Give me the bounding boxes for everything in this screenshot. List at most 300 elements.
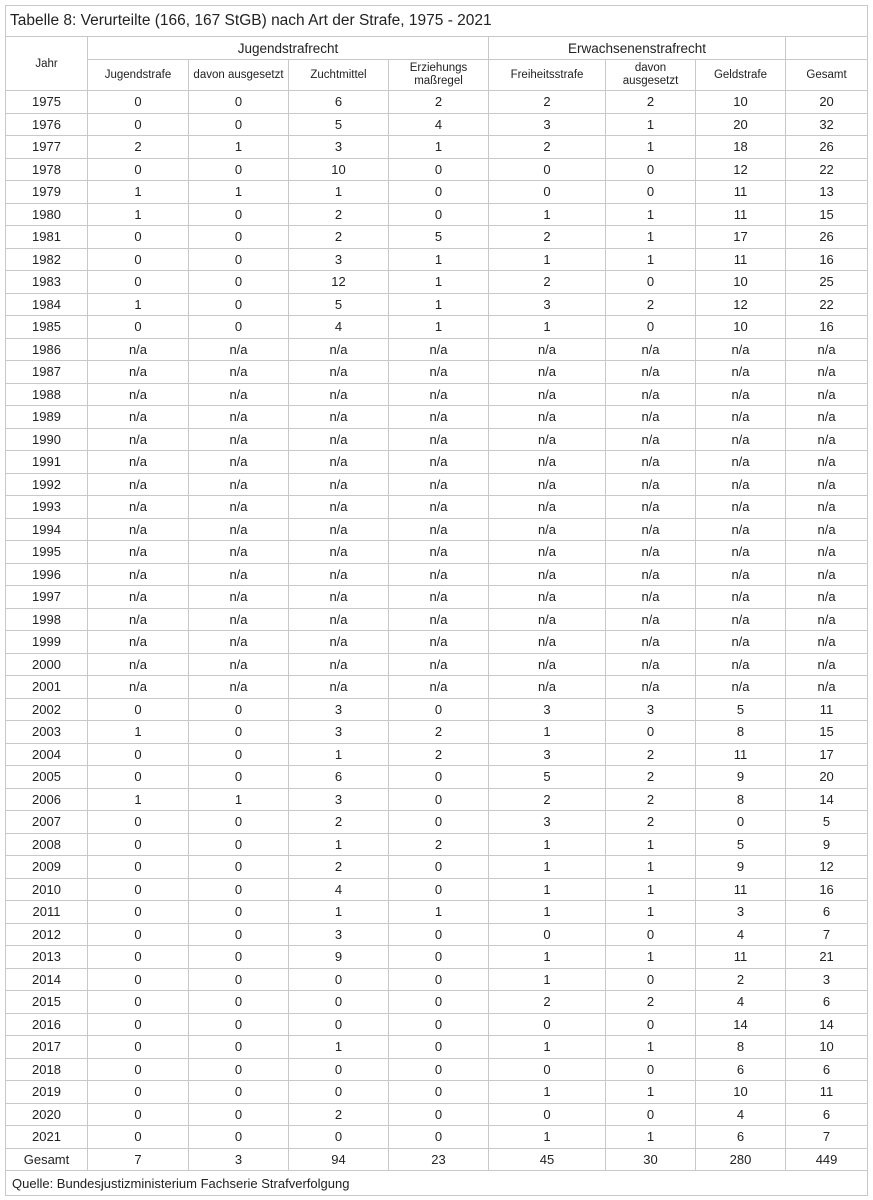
value-cell: 0 bbox=[389, 788, 489, 811]
year-cell: 1988 bbox=[6, 383, 88, 406]
value-cell: 1 bbox=[389, 248, 489, 271]
value-cell: n/a bbox=[696, 473, 786, 496]
year-cell: 1986 bbox=[6, 338, 88, 361]
value-cell: 10 bbox=[696, 271, 786, 294]
value-cell: 0 bbox=[88, 1103, 189, 1126]
value-cell: 14 bbox=[696, 1013, 786, 1036]
value-cell: 0 bbox=[88, 901, 189, 924]
value-cell: 0 bbox=[88, 833, 189, 856]
year-cell: 1990 bbox=[6, 428, 88, 451]
value-cell: n/a bbox=[189, 451, 289, 474]
value-cell: 2 bbox=[606, 991, 696, 1014]
value-cell: n/a bbox=[489, 383, 606, 406]
value-cell: 0 bbox=[389, 203, 489, 226]
value-cell: n/a bbox=[88, 406, 189, 429]
value-cell: n/a bbox=[189, 563, 289, 586]
value-cell: 3 bbox=[606, 698, 696, 721]
year-cell: 2020 bbox=[6, 1103, 88, 1126]
value-cell: 9 bbox=[289, 946, 389, 969]
value-cell: 0 bbox=[88, 991, 189, 1014]
value-cell: 5 bbox=[696, 833, 786, 856]
value-cell: 2 bbox=[606, 293, 696, 316]
value-cell: 0 bbox=[389, 1036, 489, 1059]
value-cell: 1 bbox=[606, 1036, 696, 1059]
value-cell: 0 bbox=[88, 113, 189, 136]
value-cell: 9 bbox=[696, 766, 786, 789]
value-cell: 0 bbox=[289, 1058, 389, 1081]
value-cell: 16 bbox=[786, 316, 868, 339]
value-cell: 20 bbox=[786, 91, 868, 114]
group-header-youth: Jugendstrafrecht bbox=[88, 37, 489, 60]
value-cell: n/a bbox=[696, 541, 786, 564]
value-cell: 0 bbox=[88, 878, 189, 901]
value-cell: 21 bbox=[786, 946, 868, 969]
value-cell: 0 bbox=[189, 1013, 289, 1036]
value-cell: 0 bbox=[88, 91, 189, 114]
value-cell: 0 bbox=[88, 923, 189, 946]
value-cell: 0 bbox=[389, 766, 489, 789]
value-cell: 22 bbox=[786, 293, 868, 316]
value-cell: n/a bbox=[696, 631, 786, 654]
table-row bbox=[6, 833, 868, 856]
value-cell: 10 bbox=[696, 316, 786, 339]
value-cell: 2 bbox=[489, 271, 606, 294]
value-cell: 0 bbox=[696, 811, 786, 834]
table-row bbox=[6, 563, 868, 586]
value-cell: 1 bbox=[88, 181, 189, 204]
value-cell: n/a bbox=[606, 518, 696, 541]
table-row bbox=[6, 1058, 868, 1081]
total-cell: 30 bbox=[606, 1148, 696, 1171]
table-row bbox=[6, 158, 868, 181]
value-cell: 0 bbox=[88, 946, 189, 969]
table-row bbox=[6, 361, 868, 384]
value-cell: 0 bbox=[189, 721, 289, 744]
table-row bbox=[6, 541, 868, 564]
value-cell: n/a bbox=[389, 518, 489, 541]
value-cell: 0 bbox=[606, 1103, 696, 1126]
value-cell: 1 bbox=[189, 181, 289, 204]
value-cell: n/a bbox=[606, 338, 696, 361]
value-cell: 3 bbox=[289, 788, 389, 811]
table-row bbox=[6, 136, 868, 159]
value-cell: n/a bbox=[606, 653, 696, 676]
value-cell: n/a bbox=[389, 406, 489, 429]
value-cell: n/a bbox=[88, 338, 189, 361]
value-cell: 1 bbox=[289, 1036, 389, 1059]
value-cell: n/a bbox=[489, 586, 606, 609]
value-cell: 0 bbox=[389, 856, 489, 879]
value-cell: 0 bbox=[189, 248, 289, 271]
value-cell: n/a bbox=[189, 541, 289, 564]
year-cell: 2019 bbox=[6, 1081, 88, 1104]
value-cell: n/a bbox=[289, 541, 389, 564]
value-cell: 0 bbox=[88, 743, 189, 766]
value-cell: 0 bbox=[289, 991, 389, 1014]
value-cell: n/a bbox=[606, 631, 696, 654]
year-cell: 2005 bbox=[6, 766, 88, 789]
value-cell: 0 bbox=[289, 1081, 389, 1104]
value-cell: 5 bbox=[786, 811, 868, 834]
year-cell: 1997 bbox=[6, 586, 88, 609]
value-cell: 0 bbox=[189, 271, 289, 294]
value-cell: 0 bbox=[189, 968, 289, 991]
value-cell: 0 bbox=[88, 1013, 189, 1036]
value-cell: n/a bbox=[189, 338, 289, 361]
table-row bbox=[6, 698, 868, 721]
table-row bbox=[6, 856, 868, 879]
value-cell: n/a bbox=[606, 608, 696, 631]
value-cell: 9 bbox=[696, 856, 786, 879]
value-cell: 2 bbox=[88, 136, 189, 159]
value-cell: n/a bbox=[88, 608, 189, 631]
table-row bbox=[6, 338, 868, 361]
value-cell: 12 bbox=[289, 271, 389, 294]
value-cell: n/a bbox=[189, 473, 289, 496]
value-cell: n/a bbox=[786, 338, 868, 361]
value-cell: n/a bbox=[389, 541, 489, 564]
value-cell: 0 bbox=[189, 856, 289, 879]
value-cell: 1 bbox=[606, 1126, 696, 1149]
table-row bbox=[6, 676, 868, 699]
value-cell: 8 bbox=[696, 788, 786, 811]
value-cell: 26 bbox=[786, 136, 868, 159]
value-cell: 1 bbox=[189, 136, 289, 159]
year-cell: 1994 bbox=[6, 518, 88, 541]
value-cell: 3 bbox=[489, 113, 606, 136]
value-cell: 0 bbox=[88, 856, 189, 879]
value-cell: 1 bbox=[489, 833, 606, 856]
year-cell: 1981 bbox=[6, 226, 88, 249]
value-cell: 0 bbox=[389, 1103, 489, 1126]
header-zuchtmittel: Zuchtmittel bbox=[289, 60, 389, 91]
value-cell: n/a bbox=[606, 586, 696, 609]
value-cell: n/a bbox=[189, 361, 289, 384]
group-header-empty bbox=[786, 37, 868, 60]
value-cell: 0 bbox=[189, 226, 289, 249]
value-cell: 20 bbox=[786, 766, 868, 789]
value-cell: 2 bbox=[389, 833, 489, 856]
value-cell: 13 bbox=[786, 181, 868, 204]
year-cell: 1984 bbox=[6, 293, 88, 316]
value-cell: n/a bbox=[389, 653, 489, 676]
value-cell: 4 bbox=[289, 316, 389, 339]
value-cell: n/a bbox=[289, 631, 389, 654]
year-cell: 2000 bbox=[6, 653, 88, 676]
value-cell: 3 bbox=[489, 811, 606, 834]
table-row bbox=[6, 766, 868, 789]
value-cell: n/a bbox=[389, 496, 489, 519]
table-row bbox=[6, 1103, 868, 1126]
table-row bbox=[6, 901, 868, 924]
value-cell: 9 bbox=[786, 833, 868, 856]
value-cell: 1 bbox=[289, 181, 389, 204]
value-cell: 0 bbox=[189, 91, 289, 114]
value-cell: n/a bbox=[696, 406, 786, 429]
value-cell: n/a bbox=[289, 361, 389, 384]
value-cell: 0 bbox=[189, 1058, 289, 1081]
value-cell: n/a bbox=[389, 608, 489, 631]
value-cell: n/a bbox=[389, 451, 489, 474]
value-cell: 3 bbox=[289, 248, 389, 271]
value-cell: 0 bbox=[189, 901, 289, 924]
value-cell: 11 bbox=[696, 203, 786, 226]
value-cell: n/a bbox=[786, 563, 868, 586]
value-cell: 2 bbox=[289, 203, 389, 226]
table-row bbox=[6, 248, 868, 271]
value-cell: 1 bbox=[606, 226, 696, 249]
value-cell: 1 bbox=[389, 316, 489, 339]
year-cell: 1998 bbox=[6, 608, 88, 631]
year-cell: 2017 bbox=[6, 1036, 88, 1059]
total-cell: 280 bbox=[696, 1148, 786, 1171]
value-cell: n/a bbox=[289, 451, 389, 474]
value-cell: n/a bbox=[696, 608, 786, 631]
value-cell: 2 bbox=[696, 968, 786, 991]
value-cell: 0 bbox=[289, 968, 389, 991]
value-cell: n/a bbox=[88, 496, 189, 519]
value-cell: 0 bbox=[289, 1126, 389, 1149]
year-cell: 1993 bbox=[6, 496, 88, 519]
table-row bbox=[6, 383, 868, 406]
value-cell: n/a bbox=[88, 451, 189, 474]
table-row bbox=[6, 451, 868, 474]
value-cell: 3 bbox=[696, 901, 786, 924]
value-cell: 2 bbox=[389, 91, 489, 114]
value-cell: 1 bbox=[489, 316, 606, 339]
value-cell: 2 bbox=[289, 226, 389, 249]
table-row bbox=[6, 271, 868, 294]
value-cell: 3 bbox=[489, 293, 606, 316]
total-cell: 23 bbox=[389, 1148, 489, 1171]
value-cell: n/a bbox=[389, 676, 489, 699]
value-cell: 1 bbox=[489, 878, 606, 901]
value-cell: 3 bbox=[289, 136, 389, 159]
value-cell: 0 bbox=[88, 271, 189, 294]
value-cell: 0 bbox=[189, 316, 289, 339]
value-cell: 22 bbox=[786, 158, 868, 181]
value-cell: 0 bbox=[489, 1013, 606, 1036]
table-row bbox=[6, 406, 868, 429]
value-cell: 1 bbox=[389, 271, 489, 294]
table-row bbox=[6, 923, 868, 946]
value-cell: n/a bbox=[389, 586, 489, 609]
year-cell: 1985 bbox=[6, 316, 88, 339]
value-cell: 0 bbox=[189, 1081, 289, 1104]
value-cell: 1 bbox=[389, 901, 489, 924]
value-cell: 1 bbox=[606, 833, 696, 856]
value-cell: 1 bbox=[189, 788, 289, 811]
value-cell: 2 bbox=[606, 811, 696, 834]
value-cell: 0 bbox=[189, 991, 289, 1014]
year-cell: 1987 bbox=[6, 361, 88, 384]
value-cell: 0 bbox=[606, 316, 696, 339]
year-cell: 1999 bbox=[6, 631, 88, 654]
value-cell: 3 bbox=[289, 698, 389, 721]
value-cell: 11 bbox=[696, 946, 786, 969]
total-cell: 7 bbox=[88, 1148, 189, 1171]
header-gesamt: Gesamt bbox=[786, 60, 868, 91]
total-row bbox=[6, 1148, 868, 1171]
value-cell: n/a bbox=[389, 361, 489, 384]
value-cell: 11 bbox=[696, 248, 786, 271]
value-cell: 0 bbox=[189, 811, 289, 834]
year-cell: 1983 bbox=[6, 271, 88, 294]
value-cell: n/a bbox=[786, 631, 868, 654]
value-cell: 0 bbox=[489, 181, 606, 204]
value-cell: 0 bbox=[189, 293, 289, 316]
table-row bbox=[6, 653, 868, 676]
year-cell: 1979 bbox=[6, 181, 88, 204]
value-cell: 0 bbox=[88, 158, 189, 181]
header-year: Jahr bbox=[6, 37, 88, 91]
value-cell: 0 bbox=[189, 833, 289, 856]
value-cell: 8 bbox=[696, 1036, 786, 1059]
table-row bbox=[6, 293, 868, 316]
value-cell: n/a bbox=[189, 631, 289, 654]
value-cell: 6 bbox=[696, 1058, 786, 1081]
value-cell: 1 bbox=[489, 1081, 606, 1104]
value-cell: 3 bbox=[489, 743, 606, 766]
value-cell: n/a bbox=[88, 428, 189, 451]
value-cell: n/a bbox=[489, 631, 606, 654]
value-cell: 4 bbox=[696, 991, 786, 1014]
value-cell: 1 bbox=[489, 946, 606, 969]
value-cell: 6 bbox=[786, 901, 868, 924]
table-row bbox=[6, 316, 868, 339]
total-cell: 45 bbox=[489, 1148, 606, 1171]
value-cell: 0 bbox=[88, 1036, 189, 1059]
value-cell: 2 bbox=[289, 811, 389, 834]
table-row bbox=[6, 473, 868, 496]
value-cell: n/a bbox=[289, 496, 389, 519]
group-header-adult: Erwachsenenstrafrecht bbox=[489, 37, 786, 60]
year-cell: 1978 bbox=[6, 158, 88, 181]
year-cell: 1976 bbox=[6, 113, 88, 136]
value-cell: 0 bbox=[489, 158, 606, 181]
value-cell: n/a bbox=[289, 406, 389, 429]
value-cell: 11 bbox=[696, 878, 786, 901]
value-cell: n/a bbox=[786, 541, 868, 564]
value-cell: n/a bbox=[189, 608, 289, 631]
value-cell: 0 bbox=[489, 1058, 606, 1081]
value-cell: n/a bbox=[696, 383, 786, 406]
value-cell: 6 bbox=[786, 991, 868, 1014]
value-cell: n/a bbox=[696, 518, 786, 541]
value-cell: n/a bbox=[696, 361, 786, 384]
value-cell: 20 bbox=[696, 113, 786, 136]
value-cell: 10 bbox=[786, 1036, 868, 1059]
value-cell: n/a bbox=[606, 541, 696, 564]
value-cell: 3 bbox=[489, 698, 606, 721]
value-cell: 0 bbox=[189, 1036, 289, 1059]
value-cell: 0 bbox=[88, 1126, 189, 1149]
value-cell: n/a bbox=[289, 563, 389, 586]
table-row bbox=[6, 226, 868, 249]
table-row bbox=[6, 428, 868, 451]
value-cell: n/a bbox=[606, 361, 696, 384]
year-cell: 2016 bbox=[6, 1013, 88, 1036]
value-cell: 10 bbox=[696, 91, 786, 114]
value-cell: 0 bbox=[606, 181, 696, 204]
value-cell: 14 bbox=[786, 1013, 868, 1036]
value-cell: n/a bbox=[389, 563, 489, 586]
value-cell: n/a bbox=[489, 428, 606, 451]
value-cell: n/a bbox=[88, 563, 189, 586]
value-cell: 2 bbox=[606, 788, 696, 811]
value-cell: 1 bbox=[88, 203, 189, 226]
value-cell: 0 bbox=[606, 923, 696, 946]
value-cell: 1 bbox=[489, 968, 606, 991]
value-cell: 0 bbox=[389, 1081, 489, 1104]
value-cell: 1 bbox=[489, 203, 606, 226]
header-freiheitsstrafe: Freiheitsstrafe bbox=[489, 60, 606, 91]
value-cell: n/a bbox=[289, 653, 389, 676]
value-cell: 1 bbox=[606, 878, 696, 901]
table-title: Tabelle 8: Verurteilte (166, 167 StGB) nach Art der Strafe, 1975 - 2021 bbox=[6, 6, 868, 37]
value-cell: 0 bbox=[389, 946, 489, 969]
year-cell: 2004 bbox=[6, 743, 88, 766]
year-cell: 2011 bbox=[6, 901, 88, 924]
value-cell: 2 bbox=[289, 1103, 389, 1126]
value-cell: 1 bbox=[606, 946, 696, 969]
value-cell: 1 bbox=[606, 113, 696, 136]
value-cell: n/a bbox=[88, 586, 189, 609]
value-cell: 0 bbox=[189, 203, 289, 226]
value-cell: n/a bbox=[786, 676, 868, 699]
table-row bbox=[6, 518, 868, 541]
value-cell: 0 bbox=[606, 721, 696, 744]
value-cell: n/a bbox=[489, 608, 606, 631]
table-row bbox=[6, 743, 868, 766]
value-cell: 0 bbox=[189, 1103, 289, 1126]
value-cell: n/a bbox=[489, 361, 606, 384]
value-cell: n/a bbox=[696, 496, 786, 519]
value-cell: 4 bbox=[696, 1103, 786, 1126]
year-cell: 1977 bbox=[6, 136, 88, 159]
year-cell: 2015 bbox=[6, 991, 88, 1014]
value-cell: n/a bbox=[189, 406, 289, 429]
value-cell: 0 bbox=[389, 991, 489, 1014]
value-cell: n/a bbox=[696, 676, 786, 699]
value-cell: n/a bbox=[606, 563, 696, 586]
header-davon-ausgesetzt-youth: davon ausgesetzt bbox=[189, 60, 289, 91]
value-cell: n/a bbox=[88, 541, 189, 564]
value-cell: 1 bbox=[606, 136, 696, 159]
value-cell: 11 bbox=[696, 743, 786, 766]
table-row bbox=[6, 1126, 868, 1149]
value-cell: 12 bbox=[786, 856, 868, 879]
value-cell: n/a bbox=[786, 518, 868, 541]
value-cell: n/a bbox=[696, 451, 786, 474]
value-cell: n/a bbox=[786, 608, 868, 631]
table-row bbox=[6, 586, 868, 609]
value-cell: 0 bbox=[389, 1058, 489, 1081]
value-cell: n/a bbox=[289, 473, 389, 496]
value-cell: n/a bbox=[88, 631, 189, 654]
year-cell: 2002 bbox=[6, 698, 88, 721]
value-cell: 5 bbox=[289, 113, 389, 136]
value-cell: 3 bbox=[289, 923, 389, 946]
value-cell: 1 bbox=[289, 901, 389, 924]
value-cell: 0 bbox=[189, 766, 289, 789]
value-cell: 1 bbox=[606, 901, 696, 924]
value-cell: 5 bbox=[696, 698, 786, 721]
table-row bbox=[6, 496, 868, 519]
total-cell: 3 bbox=[189, 1148, 289, 1171]
value-cell: 6 bbox=[786, 1058, 868, 1081]
value-cell: 0 bbox=[389, 878, 489, 901]
